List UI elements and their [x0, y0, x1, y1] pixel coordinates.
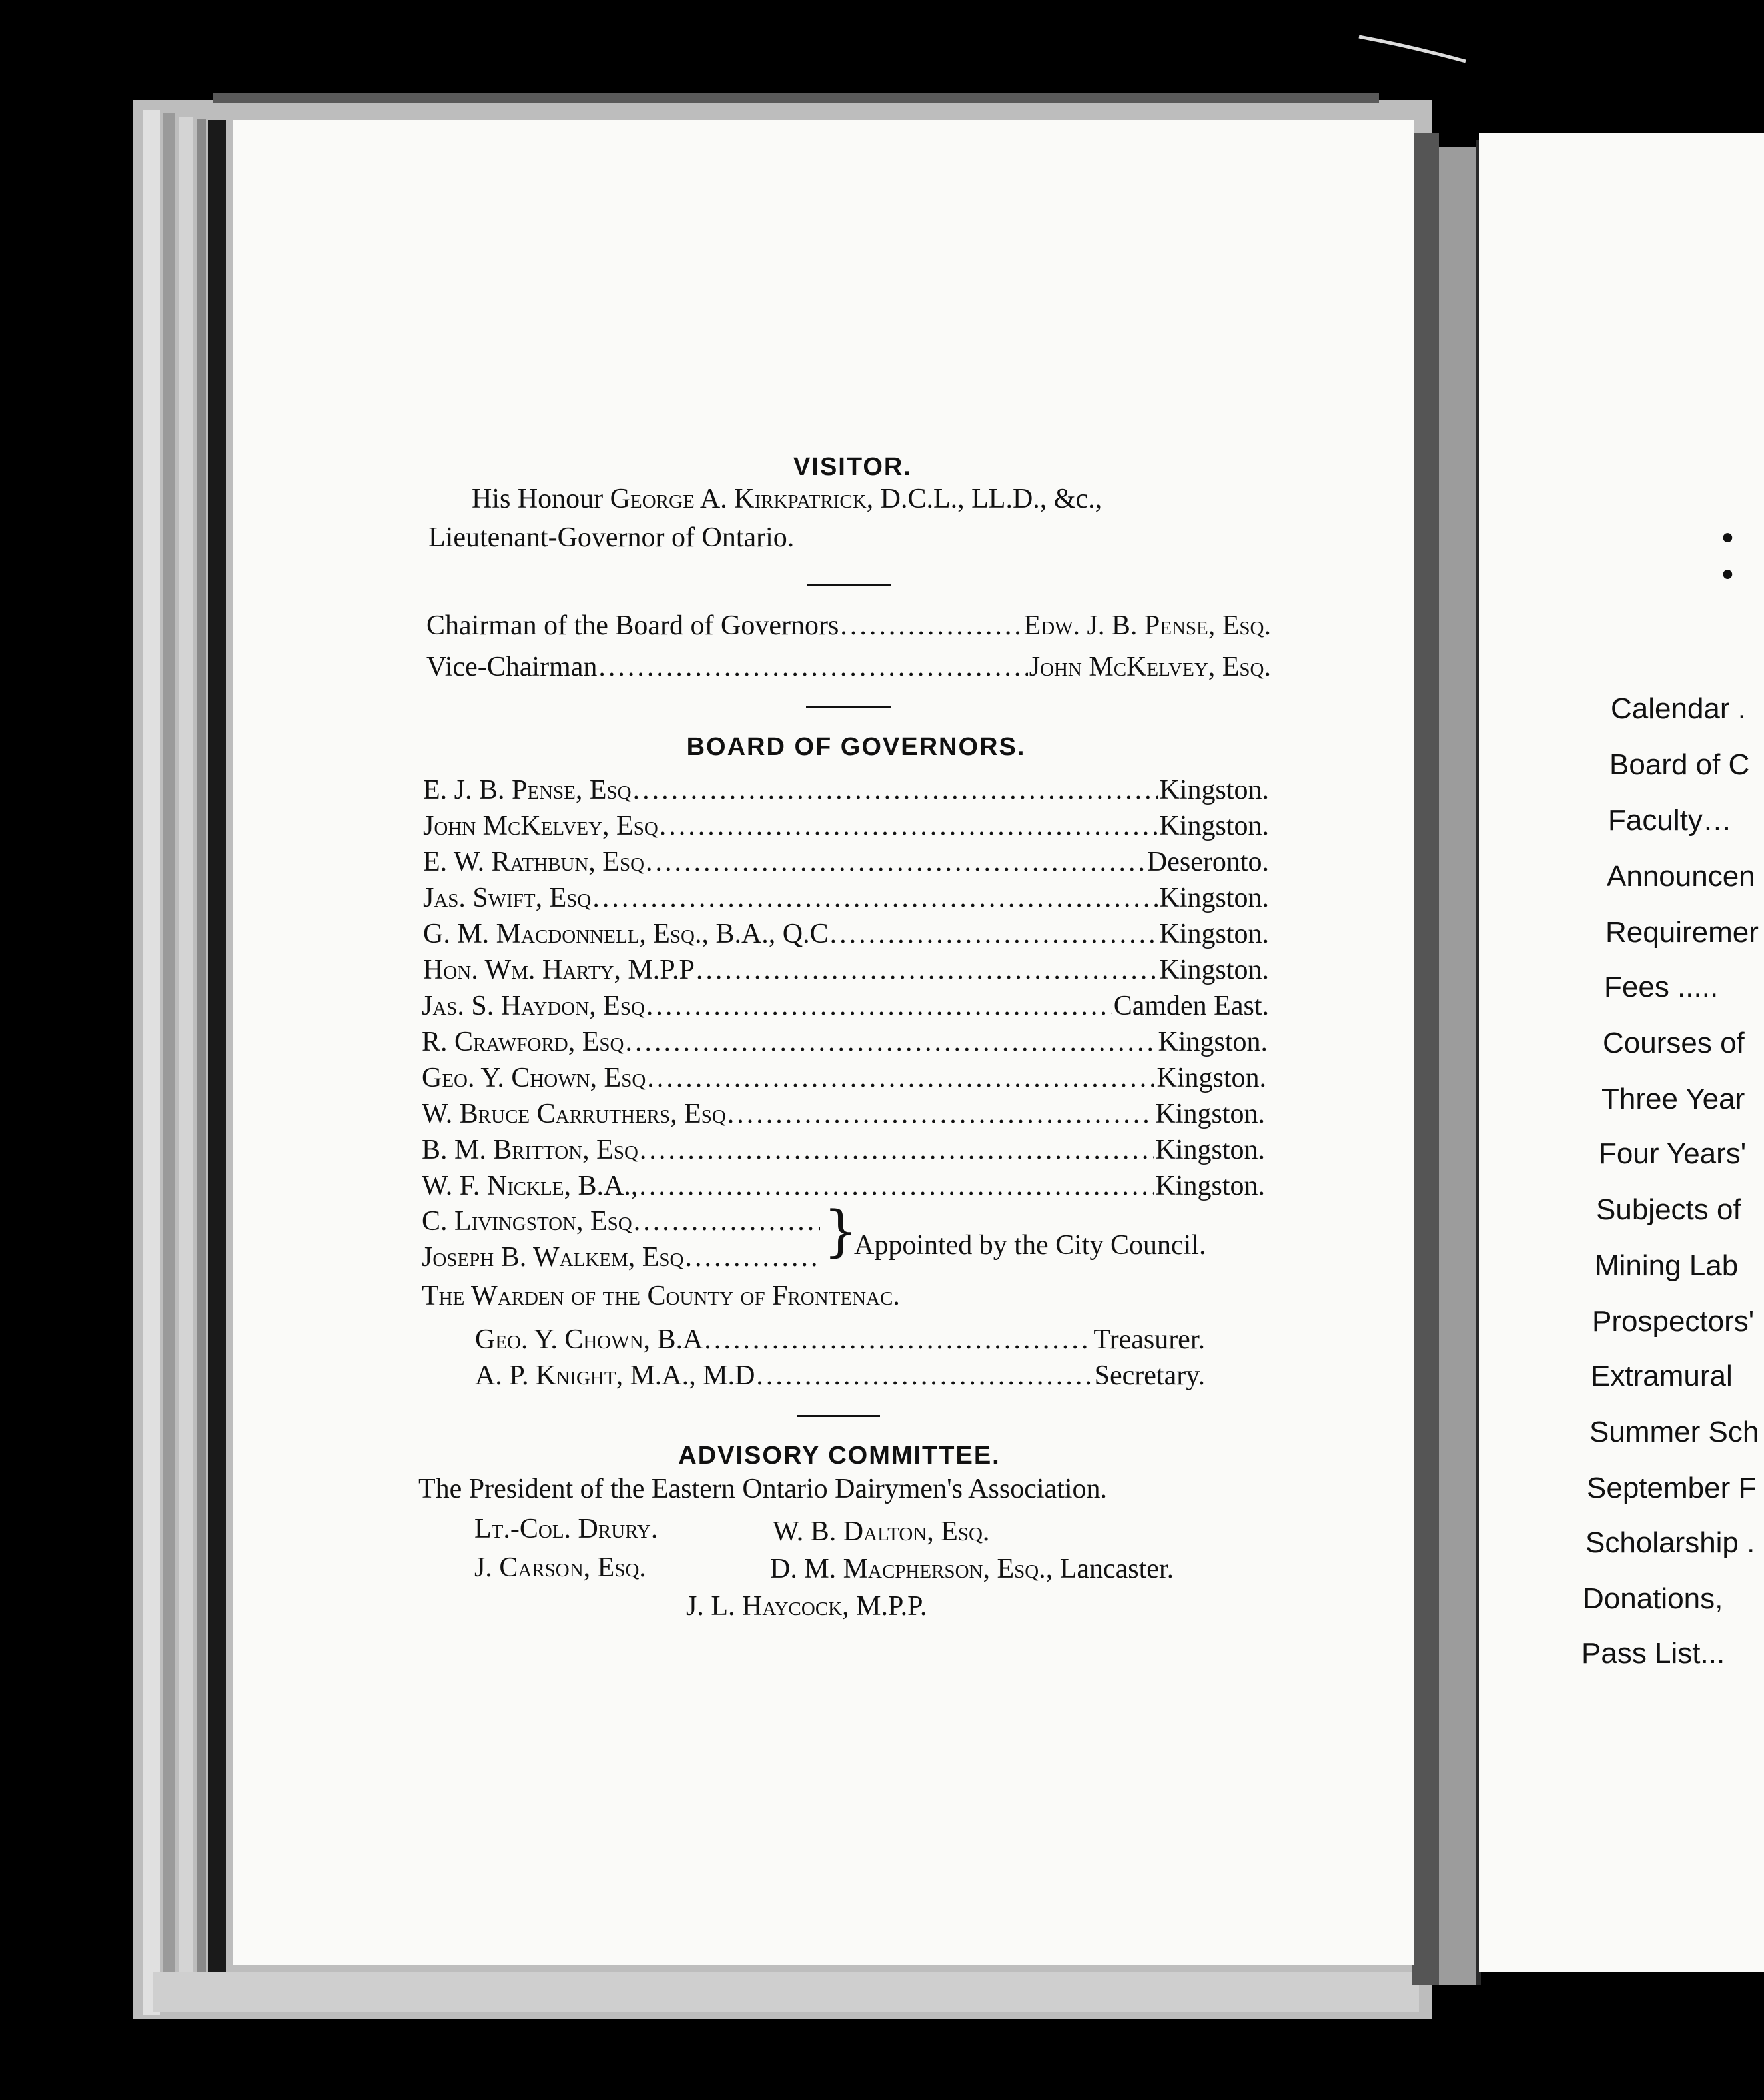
- contents-item: Announcen: [1607, 860, 1755, 893]
- contents-item: Summer Sch: [1589, 1416, 1759, 1448]
- advisory-heading: ADVISORY COMMITTEE.: [678, 1442, 1001, 1470]
- visitor-degrees: , D.C.L., LL.D., &c.,: [866, 484, 1102, 514]
- officer-name: A. P. Knight, M.A., M.D: [475, 1360, 755, 1391]
- contents-header-dots: • •: [1722, 520, 1743, 592]
- member-name: G. M. Macdonnell, Esq., B.A., Q.C: [423, 919, 829, 949]
- contents-item: Mining Lab: [1595, 1249, 1739, 1282]
- member-place: Kingston.: [1156, 1063, 1266, 1093]
- member-name: E. W. Rathbun, Esq: [423, 847, 645, 877]
- contents-item: Calendar .: [1611, 692, 1747, 725]
- council-note: Appointed by the City Council.: [854, 1230, 1206, 1261]
- brace-icon: }: [823, 1200, 859, 1263]
- advisory-member: W. B. Dalton, Esq.: [773, 1516, 990, 1547]
- board-member-row: [422, 1136, 1265, 1164]
- advisory-member: Lt.-Col. Drury.: [474, 1514, 658, 1544]
- contents-item: Subjects of: [1596, 1193, 1741, 1226]
- divider: [797, 1415, 880, 1417]
- contents-item: Prospectors': [1592, 1305, 1755, 1338]
- advisory-line-1: The President of the Eastern Ontario Dairymen's Association.: [418, 1474, 1107, 1504]
- divider: [807, 584, 891, 586]
- advisory-member: J. L. Haycock, M.P.P.: [686, 1591, 927, 1622]
- member-name: John McKelvey, Esq: [423, 811, 658, 841]
- member-place: Kingston.: [1159, 811, 1269, 841]
- chairman-name: Edw. J. B. Pense, Esq.: [1023, 610, 1271, 641]
- member-name: Hon. Wm. Harty, M.P.P: [423, 955, 695, 985]
- contents-item: Requiremer: [1605, 916, 1759, 949]
- council-member-row: [422, 1207, 821, 1235]
- member-place: Deseronto.: [1146, 847, 1269, 877]
- member-place: Kingston.: [1159, 919, 1269, 949]
- member-name: W. F. Nickle, B.A.,: [422, 1171, 638, 1201]
- member-place: Kingston.: [1155, 1099, 1265, 1129]
- board-member-row: [423, 776, 1269, 804]
- member-name: E. J. B. Pense, Esq: [423, 775, 632, 805]
- contents-item: Fees .....: [1604, 971, 1719, 1003]
- officer-name: Geo. Y. Chown, B.A: [475, 1324, 703, 1355]
- board-member-row: [423, 812, 1269, 840]
- member-name: C. Livingston, Esq: [422, 1206, 632, 1237]
- advisory-member: [770, 1555, 1174, 1583]
- member-place: Kingston.: [1155, 1171, 1265, 1201]
- board-heading: BOARD OF GOVERNORS.: [686, 733, 1026, 761]
- advisory-member-name: D. M. Macpherson, Esq.: [770, 1554, 1046, 1584]
- warden-line: The Warden of the County of Frontenac.: [422, 1281, 900, 1311]
- visitor-line-1: [472, 485, 1102, 513]
- contents-item: Extramural: [1591, 1360, 1733, 1392]
- contents-item: September F: [1587, 1472, 1757, 1504]
- member-name: R. Crawford, Esq: [422, 1027, 624, 1057]
- member-place: Kingston.: [1158, 1027, 1268, 1057]
- advisory-member-place: , Lancaster.: [1045, 1554, 1174, 1584]
- member-place: Camden East.: [1113, 991, 1269, 1021]
- contents-item: Faculty…: [1608, 804, 1732, 837]
- board-member-row: [422, 1028, 1268, 1056]
- member-name: Jas. S. Haydon, Esq: [422, 991, 645, 1021]
- officer-row: [475, 1362, 1205, 1390]
- member-name: Joseph B. Walkem, Esq: [422, 1242, 684, 1273]
- board-member-row: [423, 920, 1269, 948]
- member-place: Kingston.: [1159, 775, 1269, 805]
- member-name: Jas. Swift, Esq: [423, 883, 592, 913]
- contents-item: Pass List...: [1581, 1637, 1725, 1670]
- officer-row: [475, 1326, 1205, 1354]
- chairman-row: [426, 612, 1271, 640]
- vice-chairman-name: John McKelvey, Esq.: [1029, 652, 1271, 682]
- member-place: Kingston.: [1159, 883, 1269, 913]
- officer-role: Secretary.: [1094, 1360, 1205, 1391]
- visitor-name: George A. Kirkpatrick: [610, 484, 867, 514]
- visitor-line-2: Lieutenant-Governor of Ontario.: [428, 522, 795, 553]
- contents-item: Board of C: [1609, 748, 1750, 781]
- member-place: Kingston.: [1159, 955, 1269, 985]
- board-member-row: [422, 1100, 1265, 1128]
- board-member-row: [423, 956, 1269, 984]
- visitor-honour: His Honour: [472, 484, 604, 514]
- contents-item: Donations,: [1583, 1582, 1723, 1615]
- member-place: Kingston.: [1155, 1135, 1265, 1165]
- contents-item: Four Years': [1599, 1137, 1747, 1170]
- contents-item: Three Year: [1601, 1083, 1745, 1115]
- board-member-row: [422, 1064, 1266, 1092]
- officer-role: Treasurer.: [1093, 1324, 1205, 1355]
- divider: [806, 706, 891, 708]
- council-member-row: [422, 1243, 821, 1271]
- visitor-heading: VISITOR.: [793, 453, 912, 481]
- board-member-row: [423, 884, 1269, 912]
- board-member-row: [422, 1172, 1265, 1200]
- member-name: Geo. Y. Chown, Esq: [422, 1063, 646, 1093]
- board-member-row: [423, 848, 1269, 876]
- chairman-role: Chairman of the Board of Governors: [426, 610, 839, 641]
- member-name: W. Bruce Carruthers, Esq: [422, 1099, 726, 1129]
- board-member-row: [422, 992, 1269, 1020]
- contents-item: Courses of: [1603, 1027, 1745, 1059]
- vice-chairman-role: Vice-Chairman: [426, 652, 598, 682]
- member-name: B. M. Britton, Esq: [422, 1135, 638, 1165]
- contents-item: Scholarship .: [1585, 1526, 1755, 1559]
- advisory-member: J. Carson, Esq.: [474, 1552, 646, 1583]
- vice-chairman-row: [426, 653, 1271, 681]
